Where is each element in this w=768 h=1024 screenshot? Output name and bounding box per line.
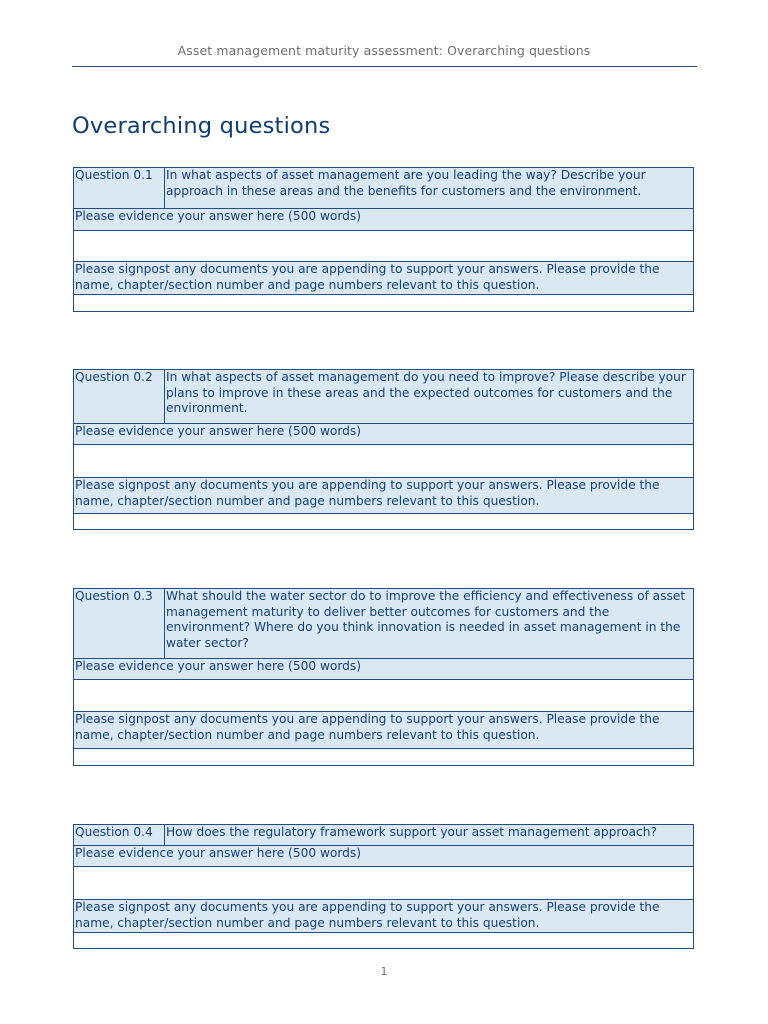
- signpost-answer-field[interactable]: [74, 933, 694, 949]
- question-label: Question 0.2: [74, 370, 165, 424]
- question-table-0-2: [73, 369, 694, 530]
- signpost-prompt: Please signpost any documents you are appending to support your answers. Please provide the name, chapter/section number and page numbers relevant to this question.: [74, 712, 694, 749]
- evidence-answer-field[interactable]: [74, 445, 694, 478]
- question-table-0-1: [73, 167, 694, 312]
- evidence-answer-field[interactable]: [74, 867, 694, 900]
- signpost-prompt: Please signpost any documents you are appending to support your answers. Please provide the name, chapter/section number and page numbers relevant to this question.: [74, 900, 694, 933]
- page-number: 1: [380, 965, 388, 978]
- question-table-0-4: [73, 824, 694, 949]
- question-text: In what aspects of asset management do you need to improve? Please describe your plans to improve in these areas and the expected outcomes for customers and the environment.: [165, 370, 694, 424]
- question-label: Question 0.1: [74, 168, 165, 209]
- signpost-prompt: Please signpost any documents you are appending to support your answers. Please provide the name, chapter/section number and page numbers relevant to this question.: [74, 262, 694, 295]
- question-label: Question 0.4: [74, 825, 165, 846]
- evidence-answer-field[interactable]: [74, 680, 694, 712]
- question-text: In what aspects of asset management are you leading the way? Describe your approach in these areas and the benefits for customers and the environment.: [165, 168, 694, 209]
- running-header: Asset management maturity assessment: Overarching questions: [177, 43, 591, 58]
- evidence-prompt: Please evidence your answer here (500 words): [74, 209, 694, 231]
- signpost-answer-field[interactable]: [74, 514, 694, 530]
- signpost-answer-field[interactable]: [74, 749, 694, 766]
- question-text: What should the water sector do to improve the efficiency and effectiveness of asset management maturity to deliver better outcomes for customers and the environment? Where do you think innovation is needed in asset management in the water sector?: [165, 589, 694, 659]
- signpost-prompt: Please signpost any documents you are appending to support your answers. Please provide the name, chapter/section number and page numbers relevant to this question.: [74, 478, 694, 514]
- evidence-prompt: Please evidence your answer here (500 words): [74, 424, 694, 445]
- question-text: How does the regulatory framework support your asset management approach?: [165, 825, 694, 846]
- question-label: Question 0.3: [74, 589, 165, 659]
- signpost-answer-field[interactable]: [74, 295, 694, 312]
- evidence-prompt: Please evidence your answer here (500 words): [74, 846, 694, 867]
- header-divider: [72, 66, 697, 67]
- page-title: Overarching questions: [72, 113, 331, 139]
- question-table-0-3: [73, 588, 694, 766]
- evidence-prompt: Please evidence your answer here (500 words): [74, 659, 694, 680]
- evidence-answer-field[interactable]: [74, 231, 694, 262]
